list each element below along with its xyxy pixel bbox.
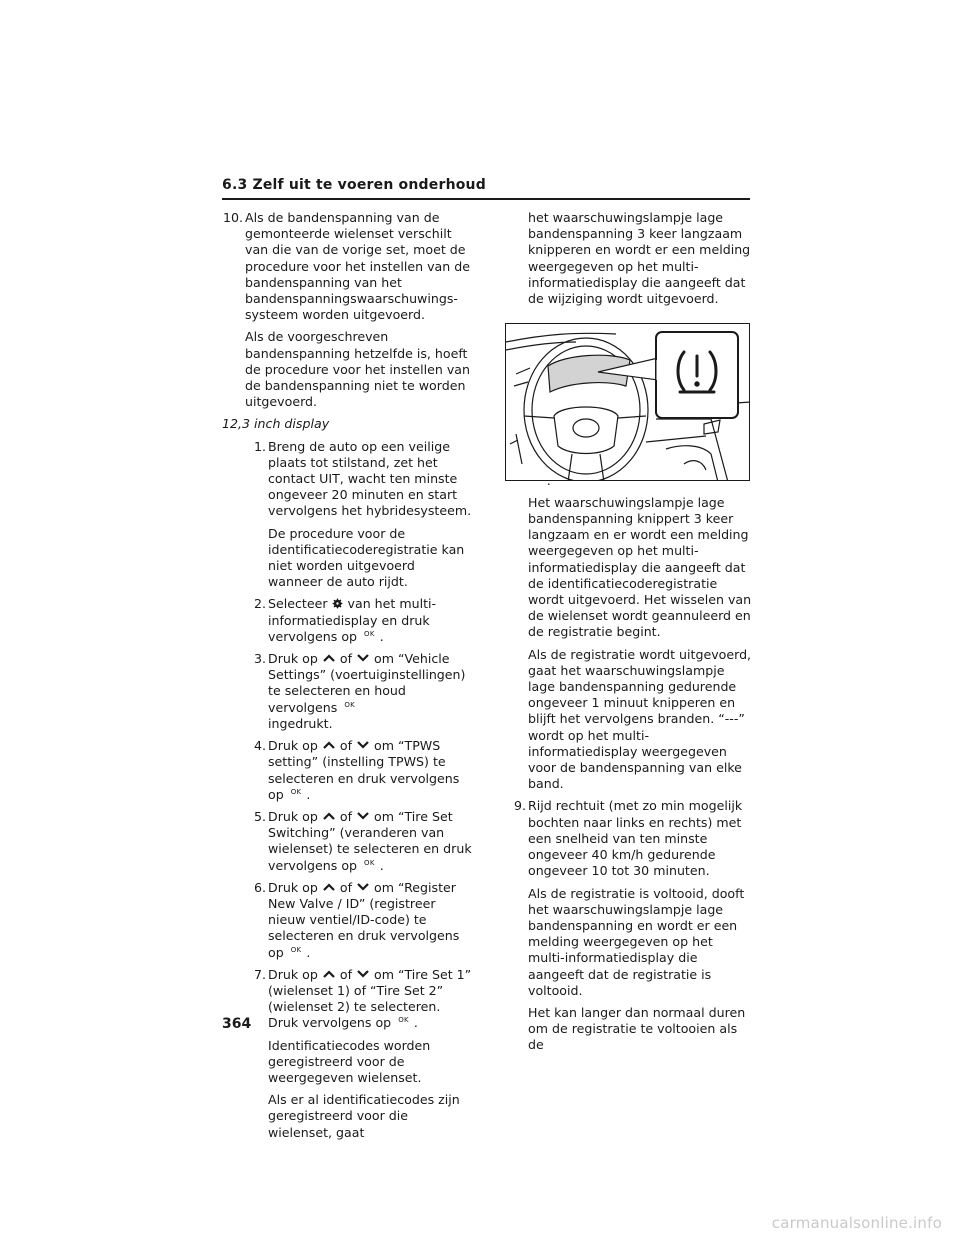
of-text: of bbox=[339, 738, 352, 754]
step-text-a: Druk op bbox=[268, 738, 318, 754]
left-column bbox=[222, 210, 472, 1147]
step-9 bbox=[505, 798, 753, 1053]
step-6 bbox=[245, 880, 472, 961]
watermark: carmanualsonline.info bbox=[771, 1214, 942, 1232]
step-text-a: Selecteer bbox=[268, 596, 328, 612]
step-5 bbox=[245, 809, 472, 874]
step-text-a: Druk op bbox=[268, 879, 318, 895]
step-1 bbox=[245, 439, 472, 591]
step-note: Het waarschuwingslampje lage bandenspanning knippert 3 keer langzaam en er wordt een melding weergegeven op het multi-informatiedisplay die aangeeft dat de identificatiecoderegistratie wordt uitgevoerd. Het wisselen van de wielenset wordt geannuleerd en de registratie begint. bbox=[528, 494, 752, 640]
step-note-2: Als de registratie wordt uitgevoerd, gaat het waarschuwingslampje lage bandenspanning gedurende ongeveer 1 minuut knipperen en blijft het vervolgens branden. “---” wordt op het multi-informatiedisplay weergegeven voor de bandenspanning van elke band. bbox=[528, 646, 752, 792]
of-text: of bbox=[339, 879, 352, 895]
step-text-b: om “Tire Set Switching” (veranderen van wielenset) te selecteren en druk vervolgens op bbox=[268, 808, 472, 873]
chevron-down-icon bbox=[356, 740, 370, 750]
chevron-up-icon bbox=[322, 969, 336, 979]
step-10 bbox=[222, 210, 472, 410]
of-text: of bbox=[339, 651, 352, 667]
chevron-up-icon bbox=[322, 653, 336, 663]
ok-button-icon: OK bbox=[290, 945, 302, 954]
step-note: Als de voorgeschreven bandenspanning hetzelfde is, hoeft de procedure voor het instellen van de bandenspanning niet te worden uitgevoerd. bbox=[245, 329, 470, 410]
page-number: 364 bbox=[222, 1016, 252, 1032]
step-text: Rijd rechtuit (met zo min mogelijk bochten naar links en rechts) met een snelheid van ten minste ongeveer 40 km/h gedurende ongeveer 10 tot 30 minuten. bbox=[528, 798, 743, 879]
step-number: 7. bbox=[253, 966, 266, 982]
display-subheading: 12,3 inch display bbox=[222, 416, 330, 432]
step-note: Identificatiecodes worden geregistreerd voor de weergegeven wielenset. bbox=[268, 1037, 431, 1085]
display-steps bbox=[222, 439, 472, 1141]
step-text-b: van het multi-informatiedisplay en druk vervolgens op bbox=[268, 596, 437, 644]
step-text-a: Druk op bbox=[268, 651, 318, 667]
step-8 bbox=[505, 440, 753, 792]
step-note: Als de registratie is voltooid, dooft het waarschuwingslampje lage bandenspanning en wordt er een melding weergegeven op het multi-informatiedisplay die aangeeft dat de registratie is voltooid. bbox=[528, 885, 745, 998]
ok-button-icon: OK bbox=[344, 700, 356, 709]
step-text-b: om “Vehicle Settings” (voertuiginstellingen) te selecteren en houd vervolgens bbox=[268, 651, 466, 715]
ok-button-icon: OK bbox=[364, 629, 375, 638]
of-text: of bbox=[339, 808, 352, 824]
step-text-c: . bbox=[306, 944, 311, 960]
section-title: 6.3 Zelf uit te voeren onderhoud bbox=[222, 177, 486, 193]
step-text-b: om “TPWS setting” (instelling TPWS) te selecteren en druk vervolgens op bbox=[268, 738, 460, 802]
gear-icon bbox=[331, 597, 344, 610]
step-number: 2. bbox=[253, 596, 266, 612]
chevron-up-icon bbox=[322, 882, 336, 892]
dashboard-drawing bbox=[506, 324, 750, 481]
step-text-a: Druk op bbox=[268, 966, 318, 982]
step-note: De procedure voor de identificatiecoderegistratie kan niet worden uitgevoerd wanneer de auto rijdt. bbox=[268, 525, 465, 590]
dashboard-illustration bbox=[505, 323, 750, 481]
chevron-up-icon bbox=[322, 740, 336, 750]
step-number: 3. bbox=[253, 651, 266, 667]
step-3 bbox=[245, 651, 472, 732]
step-number: 10. bbox=[222, 210, 243, 225]
step-4 bbox=[245, 738, 472, 803]
step-7 bbox=[245, 967, 472, 1141]
chevron-down-icon bbox=[356, 882, 370, 892]
chevron-up-icon bbox=[322, 811, 336, 821]
step-text: Breng de auto op een veilige plaats tot stilstand, zet het contact UIT, wacht ten minste ongeveer 20 minuten en start vervolgens het hybridesysteem. bbox=[268, 438, 472, 519]
step-number: 5. bbox=[253, 808, 266, 824]
chevron-down-icon bbox=[356, 811, 370, 821]
step-number: 4. bbox=[253, 738, 266, 754]
step-text-c: . bbox=[379, 857, 384, 873]
step-text-c: . bbox=[413, 1015, 418, 1031]
step-number: 1. bbox=[253, 438, 266, 454]
step-number: 6. bbox=[253, 879, 266, 895]
ok-button-icon: OK bbox=[364, 858, 375, 867]
chevron-down-icon bbox=[356, 653, 370, 663]
of-text: of bbox=[339, 966, 352, 982]
ok-button-icon: OK bbox=[290, 787, 302, 796]
step-text-c: ingedrukt. bbox=[268, 715, 333, 731]
step-text-b: om “Register New Valve / ID” (registreer nieuw ventiel/ID-code) te selecteren en druk vervolgens op bbox=[268, 879, 460, 960]
step-text-b: om “Tire Set 1” (wielenset 1) of “Tire Set 2” (wielenset 2) te selecteren. Druk vervolgens op bbox=[268, 966, 472, 1031]
step-text-c: . bbox=[379, 628, 384, 644]
step-text-c: . bbox=[306, 786, 311, 802]
step-note-continued: Als er al identificatiecodes zijn geregistreerd voor die wielenset, gaat bbox=[268, 1092, 460, 1140]
step-note-2: Het kan langer dan normaal duren om de registratie te voltooien als de bbox=[528, 1004, 746, 1053]
continued-text: het waarschuwingslampje lage bandenspanning 3 keer langzaam knipperen en wordt er een melding weergegeven op het multi-informatiedisplay die aangeeft dat de wijziging wordt uitgevoerd. bbox=[528, 210, 751, 307]
ok-button-icon: OK bbox=[398, 1016, 409, 1025]
header-rule bbox=[222, 198, 750, 200]
step-number: 9. bbox=[513, 798, 526, 814]
step-text: Als de bandenspanning van de gemonteerde wielenset verschilt van die van de vorige set, moet de procedure voor het instellen van de bandenspanning van het bandenspanningswaarschuwings-systeem worden uitgevoerd. bbox=[245, 210, 470, 323]
step-2 bbox=[245, 596, 472, 645]
chevron-down-icon bbox=[356, 969, 370, 979]
step-text-a: Druk op bbox=[268, 808, 318, 824]
